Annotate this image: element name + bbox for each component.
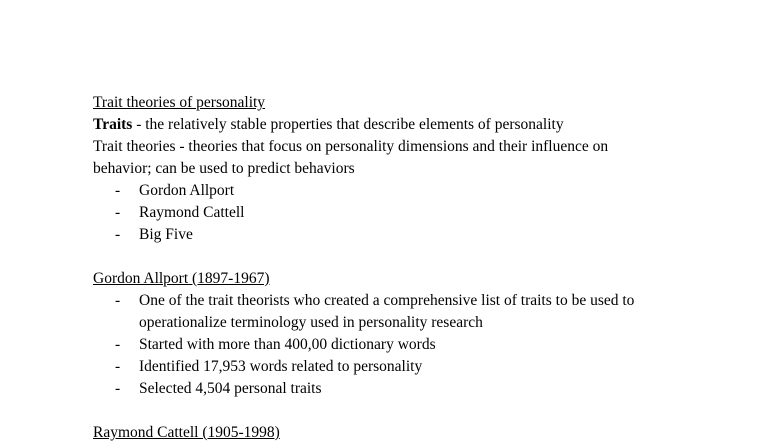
list-item-text: Started with more than 400,00 dictionary words [139,336,436,353]
theorist-list [93,180,693,246]
bullet-dash: - [115,204,121,221]
bullet-dash: - [115,336,121,353]
trait-theories-definition-line-2: behavior; can be used to predict behaviors [93,160,355,177]
section-heading-raymond-cattell: Raymond Cattell (1905-1998) [93,424,280,441]
traits-definition-text: - the relatively stable properties that describe elements of personality [132,116,564,133]
list-item-text: Big Five [139,226,193,243]
document-body [93,92,693,441]
list-item-text: Raymond Cattell [139,204,245,221]
bullet-dash: - [115,292,121,309]
trait-theories-definition-line-1: Trait theories - theories that focus on personality dimensions and their influence on [93,138,609,155]
traits-definition [93,114,693,136]
bullet-dash: - [115,182,121,199]
list-item-text: Gordon Allport [139,182,235,199]
spacer [93,400,693,422]
list-item-text: One of the trait theorists who created a comprehensive list of traits to be used to operationalize terminology used in personality research [139,292,635,331]
section-heading-gordon-allport: Gordon Allport (1897-1967) [93,270,270,287]
list-item [93,180,719,202]
allport-list [93,290,693,400]
bullet-dash: - [115,358,121,375]
bullet-dash: - [115,226,121,243]
list-item [93,290,719,334]
section-heading-trait-theories: Trait theories of personality [93,94,266,111]
list-item [93,202,719,224]
list-item-text: Identified 17,953 words related to personality [139,358,423,375]
list-item [93,356,719,378]
list-item [93,334,719,356]
bullet-dash: - [115,380,121,397]
list-item-text: Selected 4,504 personal traits [139,380,322,397]
traits-term: Traits [93,116,133,133]
spacer [93,246,693,268]
list-item [93,378,719,400]
list-item [93,224,719,246]
